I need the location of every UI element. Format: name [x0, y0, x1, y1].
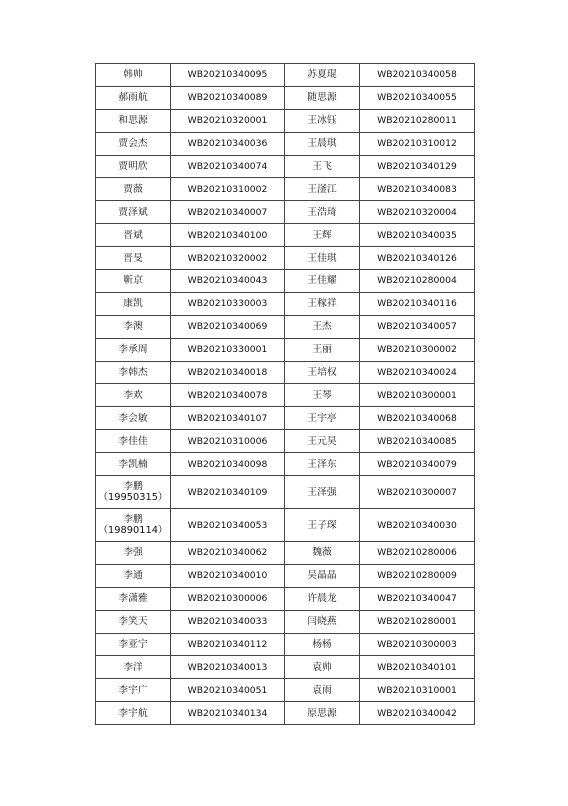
name-cell-left-text: 郝雨航 — [118, 92, 148, 104]
name-cell-left — [96, 315, 171, 338]
name-cell-right — [285, 564, 360, 587]
table-row — [96, 270, 475, 293]
id-cell-left-text: WB20210340043 — [187, 275, 268, 287]
name-cell-right — [285, 292, 360, 315]
id-cell-left — [171, 132, 285, 155]
id-cell-right — [360, 64, 475, 87]
id-cell-left-text: WB20210340074 — [187, 161, 268, 172]
id-cell-right — [360, 384, 475, 407]
name-cell-left-text: 晋斌 — [123, 229, 143, 241]
table-row — [96, 476, 475, 509]
id-cell-left-text: WB20210340078 — [187, 389, 268, 401]
name-cell-left — [96, 86, 171, 109]
id-cell-right — [360, 315, 475, 338]
name-cell-left-text: 李欢 — [123, 389, 143, 401]
id-cell-right-text: WB20210340030 — [377, 519, 457, 531]
id-cell-left-text: WB20210340053 — [187, 519, 268, 531]
name-cell-right-text: 王冰钰 — [307, 115, 337, 127]
table-row — [96, 338, 475, 361]
id-cell-right-text: WB20210340058 — [377, 69, 457, 81]
name-cell-left-text: 李澳 — [123, 321, 143, 333]
id-cell-left-text: WB20210340134 — [187, 707, 268, 719]
id-cell-right — [360, 338, 475, 361]
id-cell-right — [360, 509, 475, 542]
id-cell-right — [360, 132, 475, 155]
name-cell-right — [285, 633, 360, 656]
name-cell-right — [285, 247, 360, 270]
id-cell-left — [171, 430, 285, 453]
name-cell-right-text: 杨杨 — [312, 639, 332, 651]
name-cell-right-text: 王飞 — [312, 161, 332, 172]
name-cell-left — [96, 656, 171, 679]
name-cell-right — [285, 315, 360, 338]
id-cell-right-text: WB20210340047 — [377, 593, 457, 605]
table-row — [96, 453, 475, 476]
id-cell-right-text: WB20210340129 — [377, 161, 457, 172]
id-cell-left — [171, 656, 285, 679]
name-cell-right — [285, 270, 360, 293]
name-cell-left-text: 贾明欣 — [118, 161, 148, 172]
name-cell-left — [96, 361, 171, 384]
id-cell-right-text: WB20210280006 — [377, 547, 457, 559]
id-cell-right — [360, 407, 475, 430]
id-cell-right-text: WB20210320004 — [377, 206, 457, 218]
id-cell-left — [171, 292, 285, 315]
table-row — [96, 564, 475, 587]
name-disambiguation: （19890114） — [98, 525, 168, 537]
id-cell-right — [360, 155, 475, 178]
name-cell-right — [285, 109, 360, 132]
id-cell-left — [171, 178, 285, 201]
table-row — [96, 201, 475, 224]
id-cell-left — [171, 587, 285, 610]
name-cell-right-text: 王琴 — [312, 389, 332, 401]
id-cell-right — [360, 109, 475, 132]
id-cell-right — [360, 453, 475, 476]
name-cell-right — [285, 587, 360, 610]
id-cell-right — [360, 476, 475, 509]
id-cell-left — [171, 201, 285, 224]
id-cell-left-text: WB20210320001 — [187, 115, 268, 127]
name-cell-right-text: 王宇亭 — [307, 412, 337, 424]
name-cell-left — [96, 247, 171, 270]
name-cell-right — [285, 361, 360, 384]
name-cell-right — [285, 542, 360, 565]
id-cell-right — [360, 542, 475, 565]
id-cell-left — [171, 155, 285, 178]
name-cell-left — [96, 509, 171, 542]
id-cell-right — [360, 270, 475, 293]
id-cell-right-text: WB20210280009 — [377, 570, 457, 582]
name-cell-right-text: 王晨琪 — [307, 138, 337, 150]
name-cell-right — [285, 430, 360, 453]
name-cell-left-text: 韩帅 — [123, 69, 143, 81]
name-cell-left-text: 康凯 — [123, 298, 143, 310]
name-cell-right — [285, 132, 360, 155]
id-cell-left — [171, 633, 285, 656]
name-cell-left-text: 贾会杰 — [118, 138, 148, 150]
id-cell-right — [360, 430, 475, 453]
id-cell-left-text: WB20210340062 — [187, 547, 268, 559]
name-cell-right-text: 魏薇 — [312, 547, 332, 559]
name-cell-left — [96, 587, 171, 610]
id-cell-left — [171, 453, 285, 476]
name-cell-left-text: 李承周 — [118, 344, 148, 356]
id-cell-left — [171, 610, 285, 633]
name-cell-right — [285, 384, 360, 407]
name-cell-left — [96, 407, 171, 430]
name-cell-left — [96, 384, 171, 407]
name-cell-left — [96, 155, 171, 178]
id-cell-right-text: WB20210340035 — [377, 229, 457, 241]
name-cell-left — [96, 476, 171, 509]
name-cell-left-text: 李通 — [123, 570, 143, 582]
name-cell-right — [285, 679, 360, 702]
id-cell-left-text: WB20210340069 — [187, 321, 268, 333]
name-cell-left-text: 靳京 — [123, 275, 143, 287]
id-cell-left — [171, 542, 285, 565]
name-cell-left-text: 李佳佳 — [118, 435, 148, 447]
id-cell-right — [360, 564, 475, 587]
name-cell-left-text: 和思源 — [118, 115, 148, 127]
name-cell-left-text: 晋旻 — [123, 252, 143, 264]
table-row — [96, 86, 475, 109]
id-cell-right — [360, 86, 475, 109]
id-cell-right — [360, 587, 475, 610]
name-cell-left — [96, 564, 171, 587]
name-disambiguation: （19950315） — [98, 492, 168, 504]
name-cell-left-text: 李会敏 — [118, 412, 148, 424]
id-cell-left — [171, 679, 285, 702]
name-cell-right-text: 吴晶晶 — [307, 570, 337, 582]
name-cell-right-text: 原思源 — [307, 707, 337, 719]
id-cell-left — [171, 315, 285, 338]
name-cell-right-text: 许晨龙 — [307, 593, 337, 605]
id-cell-right — [360, 679, 475, 702]
id-cell-left — [171, 64, 285, 87]
name-cell-right — [285, 155, 360, 178]
name-cell-right-text: 王培权 — [307, 367, 337, 379]
name-cell-right-text: 闫晓燕 — [307, 616, 337, 628]
id-cell-right-text: WB20210300007 — [377, 486, 457, 498]
name-cell-left-text: 李韩杰 — [118, 367, 148, 379]
id-cell-left-text: WB20210340089 — [187, 92, 268, 104]
name-cell-right-text: 王滏江 — [307, 183, 337, 195]
name-cell-left-text: 李鹏 — [123, 481, 143, 493]
table-row — [96, 633, 475, 656]
id-cell-left — [171, 338, 285, 361]
id-cell-right-text: WB20210340116 — [377, 298, 457, 310]
id-cell-left-text: WB20210340112 — [187, 639, 268, 651]
name-cell-right-text: 王佳耀 — [307, 275, 337, 287]
name-cell-right — [285, 656, 360, 679]
name-cell-left-text: 李亚宁 — [118, 639, 148, 651]
name-cell-left — [96, 430, 171, 453]
name-cell-right-text: 王丽 — [312, 344, 332, 356]
name-cell-left-text: 李洋 — [123, 661, 143, 673]
id-cell-left-text: WB20210340051 — [187, 684, 268, 696]
id-cell-right-text: WB20210280004 — [377, 275, 457, 287]
id-cell-right-text: WB20210340055 — [377, 92, 457, 104]
id-cell-right — [360, 610, 475, 633]
name-cell-left-text: 李宇航 — [118, 707, 148, 719]
name-cell-left — [96, 109, 171, 132]
name-cell-right — [285, 509, 360, 542]
id-cell-right-text: WB20210340042 — [377, 707, 457, 719]
id-cell-left-text: WB20210340033 — [187, 616, 268, 628]
id-cell-right-text: WB20210340083 — [377, 183, 457, 195]
name-cell-left — [96, 338, 171, 361]
id-cell-right — [360, 201, 475, 224]
table-row — [96, 384, 475, 407]
id-cell-left-text: WB20210340095 — [187, 69, 268, 81]
name-cell-left-text: 李强 — [123, 547, 143, 559]
name-cell-right — [285, 476, 360, 509]
name-cell-right-text: 王子琛 — [307, 519, 337, 531]
name-cell-right — [285, 338, 360, 361]
table-row — [96, 132, 475, 155]
name-cell-right-text: 随思源 — [307, 92, 337, 104]
id-cell-left-text: WB20210320002 — [187, 252, 268, 264]
name-cell-left-text: 贾薇 — [123, 183, 143, 195]
name-cell-right-text: 王辉 — [312, 229, 332, 241]
table-row — [96, 407, 475, 430]
id-cell-right — [360, 178, 475, 201]
id-cell-left-text: WB20210340007 — [187, 206, 268, 218]
id-cell-left-text: WB20210340109 — [187, 486, 268, 498]
name-cell-left — [96, 201, 171, 224]
id-cell-left — [171, 247, 285, 270]
id-cell-left-text: WB20210340098 — [187, 458, 268, 470]
name-cell-left — [96, 292, 171, 315]
name-cell-left — [96, 453, 171, 476]
name-cell-left — [96, 224, 171, 247]
id-cell-left — [171, 109, 285, 132]
name-cell-left — [96, 542, 171, 565]
table-row — [96, 224, 475, 247]
id-cell-left-text: WB20210310006 — [187, 435, 268, 447]
name-cell-right — [285, 610, 360, 633]
name-cell-right-text: 王佳琪 — [307, 252, 337, 264]
id-cell-left-text: WB20210340013 — [187, 661, 268, 673]
id-cell-right-text: WB20210340057 — [377, 321, 457, 333]
id-cell-right-text: WB20210310012 — [377, 138, 457, 150]
table-row — [96, 542, 475, 565]
id-cell-right — [360, 247, 475, 270]
id-cell-left — [171, 361, 285, 384]
table-row — [96, 679, 475, 702]
name-cell-left-text: 贾泽斌 — [118, 206, 148, 218]
name-cell-left — [96, 64, 171, 87]
id-cell-left-text: WB20210340010 — [187, 570, 268, 582]
table-row — [96, 178, 475, 201]
id-cell-left-text: WB20210330001 — [187, 344, 268, 356]
name-cell-right — [285, 702, 360, 725]
name-cell-right-text: 王杰 — [312, 321, 332, 333]
id-cell-left-text: WB20210310002 — [187, 183, 268, 195]
id-cell-right — [360, 361, 475, 384]
id-cell-left-text: WB20210340100 — [187, 229, 268, 241]
name-cell-right-text: 王泽强 — [307, 486, 337, 498]
id-cell-right-text: WB20210340085 — [377, 435, 457, 447]
name-cell-left-text: 李笑天 — [118, 616, 148, 628]
name-cell-left — [96, 610, 171, 633]
id-cell-right-text: WB20210280001 — [377, 616, 457, 628]
id-cell-right-text: WB20210300003 — [377, 639, 457, 651]
name-cell-right-text: 王稼祥 — [307, 298, 337, 310]
table-row — [96, 155, 475, 178]
name-cell-left — [96, 270, 171, 293]
id-cell-left-text: WB20210340107 — [187, 412, 268, 424]
roster-table — [95, 63, 475, 725]
id-cell-left — [171, 564, 285, 587]
id-cell-right — [360, 702, 475, 725]
id-cell-left — [171, 384, 285, 407]
id-cell-right-text: WB20210340024 — [377, 367, 457, 379]
id-cell-left-text: WB20210300006 — [187, 593, 268, 605]
name-cell-right — [285, 407, 360, 430]
id-cell-right-text: WB20210300001 — [377, 389, 457, 401]
id-cell-left — [171, 476, 285, 509]
id-cell-right — [360, 292, 475, 315]
id-cell-right — [360, 633, 475, 656]
id-cell-right-text: WB20210340101 — [377, 661, 457, 673]
table-row — [96, 610, 475, 633]
name-cell-left-text: 李宇广 — [118, 684, 148, 696]
name-cell-left — [96, 702, 171, 725]
name-cell-left — [96, 178, 171, 201]
id-cell-right-text: WB20210300002 — [377, 344, 457, 356]
table-row — [96, 247, 475, 270]
name-cell-left — [96, 633, 171, 656]
id-cell-right-text: WB20210340126 — [377, 252, 457, 264]
table-row — [96, 702, 475, 725]
table-row — [96, 587, 475, 610]
name-cell-right-text: 王泽东 — [307, 458, 337, 470]
table-row — [96, 509, 475, 542]
table-row — [96, 430, 475, 453]
id-cell-right — [360, 224, 475, 247]
name-cell-right — [285, 178, 360, 201]
id-cell-left — [171, 270, 285, 293]
id-cell-left — [171, 407, 285, 430]
roster-table-body — [96, 64, 475, 725]
name-cell-left-text: 李潇雅 — [118, 593, 148, 605]
id-cell-right — [360, 656, 475, 679]
id-cell-left-text: WB20210340018 — [187, 367, 268, 379]
name-cell-right — [285, 201, 360, 224]
name-cell-left-text: 李鹏 — [123, 514, 143, 526]
id-cell-right-text: WB20210280011 — [377, 115, 457, 127]
table-row — [96, 292, 475, 315]
name-cell-right — [285, 224, 360, 247]
id-cell-left-text: WB20210330003 — [187, 298, 268, 310]
id-cell-left-text: WB20210340036 — [187, 138, 268, 150]
name-cell-right — [285, 453, 360, 476]
name-cell-left-text: 李凯楠 — [118, 458, 148, 470]
name-cell-right-text: 苏夏琨 — [307, 69, 337, 81]
id-cell-left — [171, 86, 285, 109]
name-cell-right-text: 王浩琦 — [307, 206, 337, 218]
table-row — [96, 361, 475, 384]
name-cell-right-text: 王元昊 — [307, 435, 337, 447]
id-cell-left — [171, 702, 285, 725]
name-cell-left — [96, 679, 171, 702]
id-cell-right-text: WB20210310001 — [377, 684, 457, 696]
id-cell-right-text: WB20210340079 — [377, 458, 457, 470]
name-cell-left — [96, 132, 171, 155]
name-cell-right-text: 袁雨 — [312, 684, 332, 696]
id-cell-left — [171, 224, 285, 247]
name-cell-right-text: 袁帅 — [312, 661, 332, 673]
id-cell-left — [171, 509, 285, 542]
name-cell-right — [285, 86, 360, 109]
table-row — [96, 64, 475, 87]
table-row — [96, 109, 475, 132]
table-row — [96, 656, 475, 679]
name-cell-right — [285, 64, 360, 87]
id-cell-right-text: WB20210340068 — [377, 412, 457, 424]
table-row — [96, 315, 475, 338]
